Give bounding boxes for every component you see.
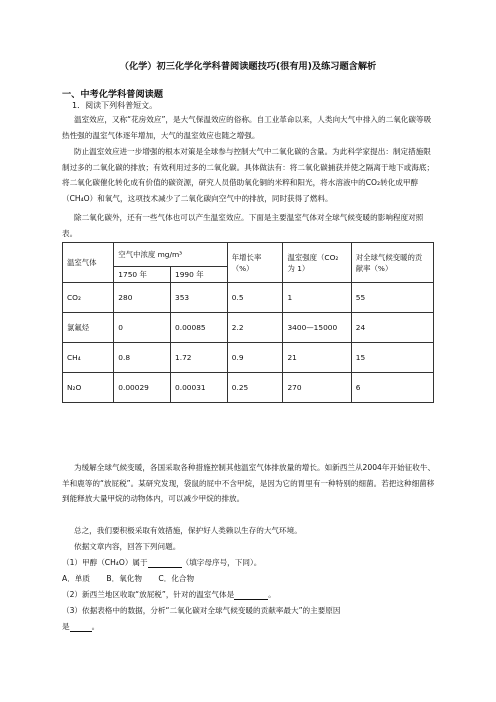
header-year-1750: 1750 年: [114, 267, 171, 283]
header-year-1990: 1990 年: [171, 267, 228, 283]
cell-intensity: 270: [283, 373, 351, 403]
cell-intensity: 3400—15000: [283, 313, 351, 343]
paragraph-6: 依据文章内容，回答下列问题。: [74, 542, 181, 551]
cell-gas: N₂O: [63, 373, 114, 403]
section-heading: 一、中考化学科普阅读题: [62, 89, 164, 100]
cell-1990: 353: [171, 283, 228, 313]
cell-contribution: 24: [351, 313, 433, 343]
paragraph-2: 防止温室效应进一步增强的根本对策是全球参与控制大气中二氧化碳的含量。为此科学家提出：制定措施限制过多的二氧化碳的排放；有效利用过多的二氧化碳。具体做法有：将二氧化碳捕获并使之隔离于地下或海底；将二氧化碳催化转化成有价值的碳资源，研究人员借助氧化铜的米粹和阳光，将水溶液中的CO₂转化成甲醇（CH₄O）和氧气，这项技术减少了二氧化碳向空气中的排放，同时获得了燃料。: [62, 147, 435, 203]
header-gas: 温室气体: [63, 243, 114, 283]
cell-intensity: 21: [283, 343, 351, 373]
cell-growth: 0.9: [227, 343, 283, 373]
question-3-text: （3）依据表格中的数据，分析“二氧化碳对全球气候变暖的贡献率最大”的主要原因: [62, 606, 341, 615]
option-c: C．化合物: [158, 574, 195, 583]
cell-1750: 280: [114, 283, 171, 313]
paragraph-4: 为缓解全球气候变暖，各国采取各种措施控制其他温室气体排放量的增长。如新西兰从2004年开始征收牛、羊和鹿等的“放屁税”。某研究发现，袋鼠的屁中不含甲烷，是因为它的胃里有一种特别的细菌。若把这种细菌移到能释放大量甲烷的动物体内，可以减少甲烷的排放。: [62, 463, 436, 504]
cell-1990: 1.72: [171, 343, 228, 373]
document-title: （化学）初三化学化学科普阅读题技巧(很有用)及练习题含解析: [119, 61, 377, 72]
header-growth: 年增长率（%）: [227, 243, 283, 283]
paragraph-3: 除二氧化碳外，还有一些气体也可以产生温室效应。下面是主要温室气体对全球气候变暖的影响程度对照表。: [62, 213, 424, 238]
table-row: [63, 313, 434, 343]
question-2-text: （2）新西兰地区收取“放屁税”，针对的温室气体是: [62, 590, 235, 599]
question-1: [62, 557, 261, 568]
table-row: [63, 343, 434, 373]
cell-gas: CH₄: [63, 343, 114, 373]
question-3-prefix: 是: [62, 622, 70, 631]
paragraph-1: 温室效应，又称“花房效应”，是大气保温效应的俗称。自工业革命以来，人类向大气中排入的二氧化碳等吸热性强的温室气体逐年增加，大气的温室效应也随之增强。: [62, 115, 432, 140]
cell-1990: 0.00085: [171, 313, 228, 343]
header-contribution: 对全球气候变暖的贡献率（%）: [351, 243, 433, 283]
header-concentration: 空气中浓度 mg/m³: [114, 243, 227, 267]
cell-1750: 0.00029: [114, 373, 171, 403]
question-1-options: [62, 573, 208, 584]
cell-gas: CO₂: [63, 283, 114, 313]
cell-growth: 0.5: [227, 283, 283, 313]
question-3-continued: [62, 621, 99, 632]
answer-blank-1[interactable]: [148, 559, 182, 568]
question-3-suffix: 。: [91, 622, 100, 631]
cell-contribution: 6: [351, 373, 433, 403]
question-3: [62, 605, 340, 616]
cell-intensity: 1: [283, 283, 351, 313]
question-1-text: （1）甲醇（CH₄O）属于: [62, 558, 148, 567]
table-row: [63, 373, 434, 403]
header-intensity: 温室强度（CO₂ 为 1）: [283, 243, 351, 283]
option-b: B．氧化物: [106, 574, 142, 583]
question-2: [62, 589, 276, 600]
cell-growth: 2.2: [227, 313, 283, 343]
question-2-suffix: 。: [268, 590, 276, 599]
cell-contribution: 15: [351, 343, 433, 373]
cell-1750: 0.8: [114, 343, 171, 373]
question-intro: 1．阅读下列科普短文。: [72, 101, 158, 110]
cell-contribution: 55: [351, 283, 433, 313]
option-a: A．单质: [62, 574, 90, 583]
table-row: [63, 283, 434, 313]
cell-1750: 0: [114, 313, 171, 343]
answer-blank-3[interactable]: [70, 623, 92, 632]
answer-blank-2[interactable]: [234, 591, 268, 600]
question-1-suffix: （填字母序号，下同）。: [181, 558, 262, 567]
cell-gas: 氯氟烃: [63, 313, 114, 343]
cell-1990: 0.00031: [171, 373, 228, 403]
greenhouse-gas-table: [62, 242, 434, 403]
cell-growth: 0.25: [227, 373, 283, 403]
paragraph-5: 总之，我们要积极采取有效措施，保护好人类赖以生存的大气环境。: [74, 526, 302, 535]
